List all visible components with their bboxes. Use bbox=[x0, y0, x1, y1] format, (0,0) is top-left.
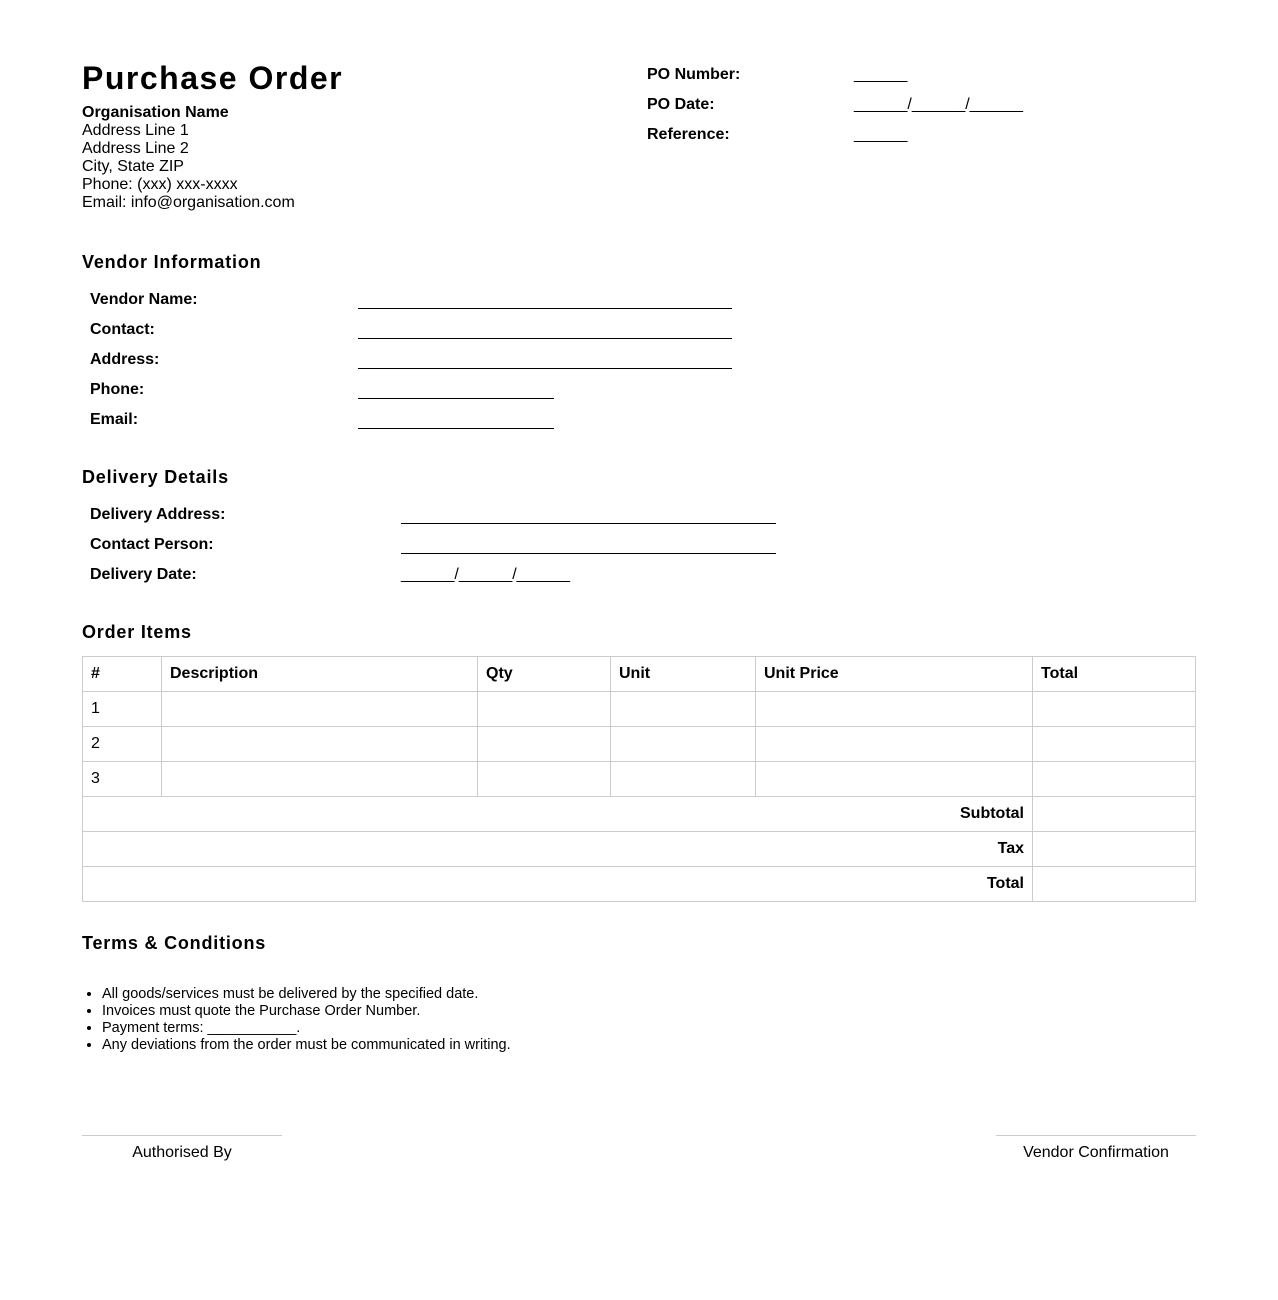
vendor-email-field[interactable] bbox=[358, 427, 554, 429]
po-number-field[interactable]: ______ bbox=[854, 66, 908, 83]
city-state-zip: City, State ZIP bbox=[82, 158, 184, 175]
unit-price-cell[interactable] bbox=[756, 762, 1033, 797]
grand-total-row bbox=[83, 867, 1196, 902]
grand-total-value-cell[interactable] bbox=[1033, 867, 1196, 902]
tax-value-cell[interactable] bbox=[1033, 832, 1196, 867]
description-cell[interactable] bbox=[162, 692, 478, 727]
unit-cell[interactable] bbox=[611, 727, 756, 762]
column-header-number: # bbox=[83, 657, 162, 692]
row-number-cell: 1 bbox=[83, 692, 162, 727]
grand-total-label: Total bbox=[83, 867, 1033, 902]
order-items-heading: Order Items bbox=[82, 622, 192, 642]
description-cell[interactable] bbox=[162, 762, 478, 797]
reference-label: Reference: bbox=[647, 126, 730, 143]
line-total-cell[interactable] bbox=[1033, 692, 1196, 727]
reference-row bbox=[647, 124, 1067, 154]
list-item: • Payment terms: ___________. bbox=[102, 1020, 511, 1037]
column-header-qty: Qty bbox=[478, 657, 611, 692]
column-header-total: Total bbox=[1033, 657, 1196, 692]
delivery-date-label: Delivery Date: bbox=[90, 566, 197, 583]
po-fields bbox=[647, 64, 1067, 154]
delivery-address-field[interactable] bbox=[401, 522, 776, 524]
po-date-label: PO Date: bbox=[647, 96, 715, 113]
subtotal-label: Subtotal bbox=[83, 797, 1033, 832]
order-items-table bbox=[82, 656, 1196, 902]
address-line-1: Address Line 1 bbox=[82, 122, 189, 139]
page-title: Purchase Order bbox=[82, 60, 344, 96]
column-header-unit-price: Unit Price bbox=[756, 657, 1033, 692]
delivery-address-label: Delivery Address: bbox=[90, 506, 226, 523]
line-total-cell[interactable] bbox=[1033, 727, 1196, 762]
vendor-contact-field[interactable] bbox=[358, 337, 732, 339]
authorised-by-signature: Authorised By bbox=[82, 1135, 282, 1162]
delivery-date-field[interactable]: ______/______/______ bbox=[401, 566, 571, 583]
list-item: • All goods/services must be delivered by the specified date. bbox=[102, 986, 511, 1003]
vendor-confirmation-signature: Vendor Confirmation bbox=[996, 1135, 1196, 1162]
terms-list bbox=[82, 986, 511, 1054]
po-date-field[interactable]: ______/______/______ bbox=[854, 96, 1024, 113]
contact-person-label: Contact Person: bbox=[90, 536, 214, 553]
list-item: • Any deviations from the order must be communicated in writing. bbox=[102, 1037, 511, 1054]
column-header-unit: Unit bbox=[611, 657, 756, 692]
po-number-row bbox=[647, 64, 1067, 94]
table-row bbox=[83, 692, 1196, 727]
vendor-section-heading: Vendor Information bbox=[82, 252, 262, 272]
organisation-name: Organisation Name bbox=[82, 104, 229, 121]
table-header-row bbox=[83, 657, 1196, 692]
vendor-phone-field[interactable] bbox=[358, 397, 554, 399]
unit-price-cell[interactable] bbox=[756, 727, 1033, 762]
line-total-cell[interactable] bbox=[1033, 762, 1196, 797]
terms-heading: Terms & Conditions bbox=[82, 933, 267, 953]
qty-cell[interactable] bbox=[478, 727, 611, 762]
vendor-phone-label: Phone: bbox=[90, 381, 145, 398]
vendor-contact-label: Contact: bbox=[90, 321, 155, 338]
subtotal-value-cell[interactable] bbox=[1033, 797, 1196, 832]
organisation-phone: Phone: (xxx) xxx-xxxx bbox=[82, 176, 238, 193]
tax-label: Tax bbox=[83, 832, 1033, 867]
contact-person-field[interactable] bbox=[401, 552, 776, 554]
description-cell[interactable] bbox=[162, 727, 478, 762]
vendor-address-field[interactable] bbox=[358, 367, 732, 369]
delivery-section-heading: Delivery Details bbox=[82, 467, 229, 487]
vendor-name-label: Vendor Name: bbox=[90, 291, 198, 308]
list-item: • Invoices must quote the Purchase Order Number. bbox=[102, 1003, 511, 1020]
qty-cell[interactable] bbox=[478, 692, 611, 727]
unit-cell[interactable] bbox=[611, 692, 756, 727]
organisation-email: Email: info@organisation.com bbox=[82, 194, 295, 211]
unit-price-cell[interactable] bbox=[756, 692, 1033, 727]
row-number-cell: 2 bbox=[83, 727, 162, 762]
po-date-row bbox=[647, 94, 1067, 124]
row-number-cell: 3 bbox=[83, 762, 162, 797]
vendor-name-field[interactable] bbox=[358, 307, 732, 309]
unit-cell[interactable] bbox=[611, 762, 756, 797]
table-row bbox=[83, 762, 1196, 797]
subtotal-row bbox=[83, 797, 1196, 832]
organisation-details bbox=[82, 104, 295, 212]
tax-row bbox=[83, 832, 1196, 867]
qty-cell[interactable] bbox=[478, 762, 611, 797]
reference-field[interactable]: ______ bbox=[854, 126, 908, 143]
vendor-email-label: Email: bbox=[90, 411, 139, 428]
po-number-label: PO Number: bbox=[647, 66, 741, 83]
address-line-2: Address Line 2 bbox=[82, 140, 189, 157]
column-header-description: Description bbox=[162, 657, 478, 692]
vendor-address-label: Address: bbox=[90, 351, 160, 368]
table-row bbox=[83, 727, 1196, 762]
